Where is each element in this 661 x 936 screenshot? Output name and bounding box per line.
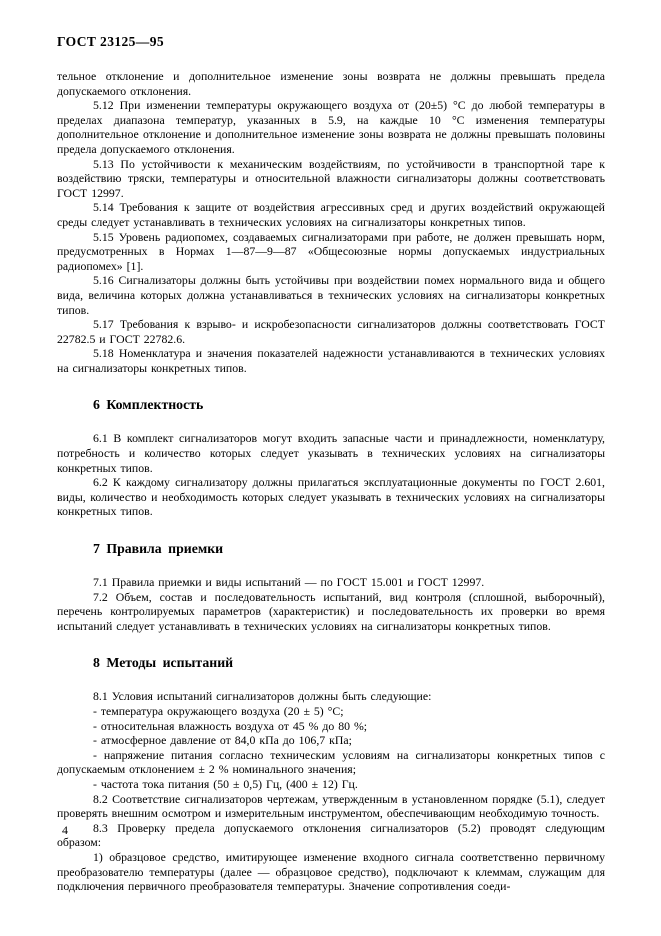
- section-heading: 6 Комплектность: [93, 397, 204, 413]
- paragraph: 7.2 Объем, состав и последовательность испытаний, вид контроля (сплошной, выборочный), перечень контролируемых параметров (характеристик) и последовательность их проверки во время испытаний следует устанавливать в технических условиях на сигнализаторы конкретных типов.: [57, 589, 605, 633]
- list-item: - относительная влажность воздуха от 45 % до 80 %;: [93, 718, 368, 733]
- list-item: - температура окружающего воздуха (20 ± 5) °С;: [93, 704, 344, 718]
- document-header-gost-number: ГОСТ 23125—95: [57, 34, 164, 49]
- paragraph: 5.18 Номенклатура и значения показателей надежности устанавливаются в технических условиях на сигнализаторы конкретных типов.: [57, 346, 605, 375]
- paragraph: 8.1 Условия испытаний сигнализаторов должны быть следующие:: [93, 689, 432, 704]
- paragraph: 5.14 Требования к защите от воздействия агрессивных сред и других воздействий окружающей среды следует устанавливать в технических условиях на сигнализаторы конкретных типов.: [57, 200, 605, 229]
- paragraph: 7.1 Правила приемки и виды испытаний — по ГОСТ 15.001 и ГОСТ 12997.: [93, 575, 485, 590]
- page-number: 4: [62, 823, 68, 837]
- list-item: - частота тока питания (50 ± 0,5) Гц, (400 ± 12) Гц.: [93, 776, 358, 791]
- section-heading: 7 Правила приемки: [93, 541, 224, 557]
- paragraph: 6.2 К каждому сигнализатору должны прилагаться эксплуатационные документы по ГОСТ 2.601, виды, количество и необходимость которых следует указывать в технических условиях на сигнализаторы конкретных типов.: [57, 475, 605, 519]
- paragraph: 8.3 Проверку предела допускаемого отклонения сигнализаторов (5.2) проводят следующим образом:: [57, 820, 605, 850]
- list-item: - напряжение питания согласно техническим условиям на сигнализаторы конкретных типов с допускаемым отклонением ± 2 % номинального значения;: [57, 747, 605, 777]
- document-blocks: [57, 69, 605, 894]
- paragraph: 6.1 В комплект сигнализаторов могут входить запасные части и принадлежности, номенклатуру, потребность и количество которых следует указывать в технических условиях на сигнализаторы конкретных типов.: [57, 431, 605, 475]
- paragraph: 1) образцовое средство, имитирующее изменение входного сигнала соответственно первичному преобразователю температуры (далее — образцовое средство), подключают к клеммам, служащим для подключения первичного преобразователя температуры. Значение сопротивления соеди-: [57, 849, 605, 894]
- section-heading: 8 Методы испытаний: [93, 655, 234, 671]
- paragraph: 5.17 Требования к взрыво- и искробезопасности сигнализаторов должны соответствовать ГОСТ 22782.5 и ГОСТ 22782.6.: [57, 317, 605, 346]
- paragraph: 5.15 Уровень радиопомех, создаваемых сигнализаторами при работе, не должен превышать норм, предусмотренных в Нормах 1—87—9—87 «Общесоюзные нормы допускаемых индустриальных радиопомех» [1].: [57, 229, 605, 273]
- paragraph: 5.13 По устойчивости к механическим воздействиям, по устойчивости в транспортной таре к воздействию тряски, температуры и относительной влажности сигнализаторы должны соответствовать ГОСТ 12997.: [57, 156, 605, 200]
- paragraph: 8.2 Соответствие сигнализаторов чертежам, утвержденным в установленном порядке (5.1), следует проверять внешним осмотром и измерительным инструментом, обеспечивающим необходимую точность.: [57, 791, 605, 821]
- list-item: - атмосферное давление от 84,0 кПа до 106,7 кПа;: [93, 733, 352, 748]
- paragraph: 5.12 При изменении температуры окружающего воздуха от (20±5) °С до любой температуры в пределах диапазона температур, указанных в 5.9, на каждые 10 °С изменения температуры дополнительное отклонение и дополнительное изменение зоны возврата не должны превышать половины предела допускаемого отклонения.: [57, 98, 605, 156]
- paragraph: тельное отклонение и дополнительное изменение зоны возврата не должны превышать предела допускаемого отклонения.: [57, 69, 605, 98]
- paragraph: 5.16 Сигнализаторы должны быть устойчивы при воздействии помех нормального вида и общего вида, величина которых должна устанавливаться в технических условиях на сигнализаторы конкретных типов.: [57, 273, 605, 317]
